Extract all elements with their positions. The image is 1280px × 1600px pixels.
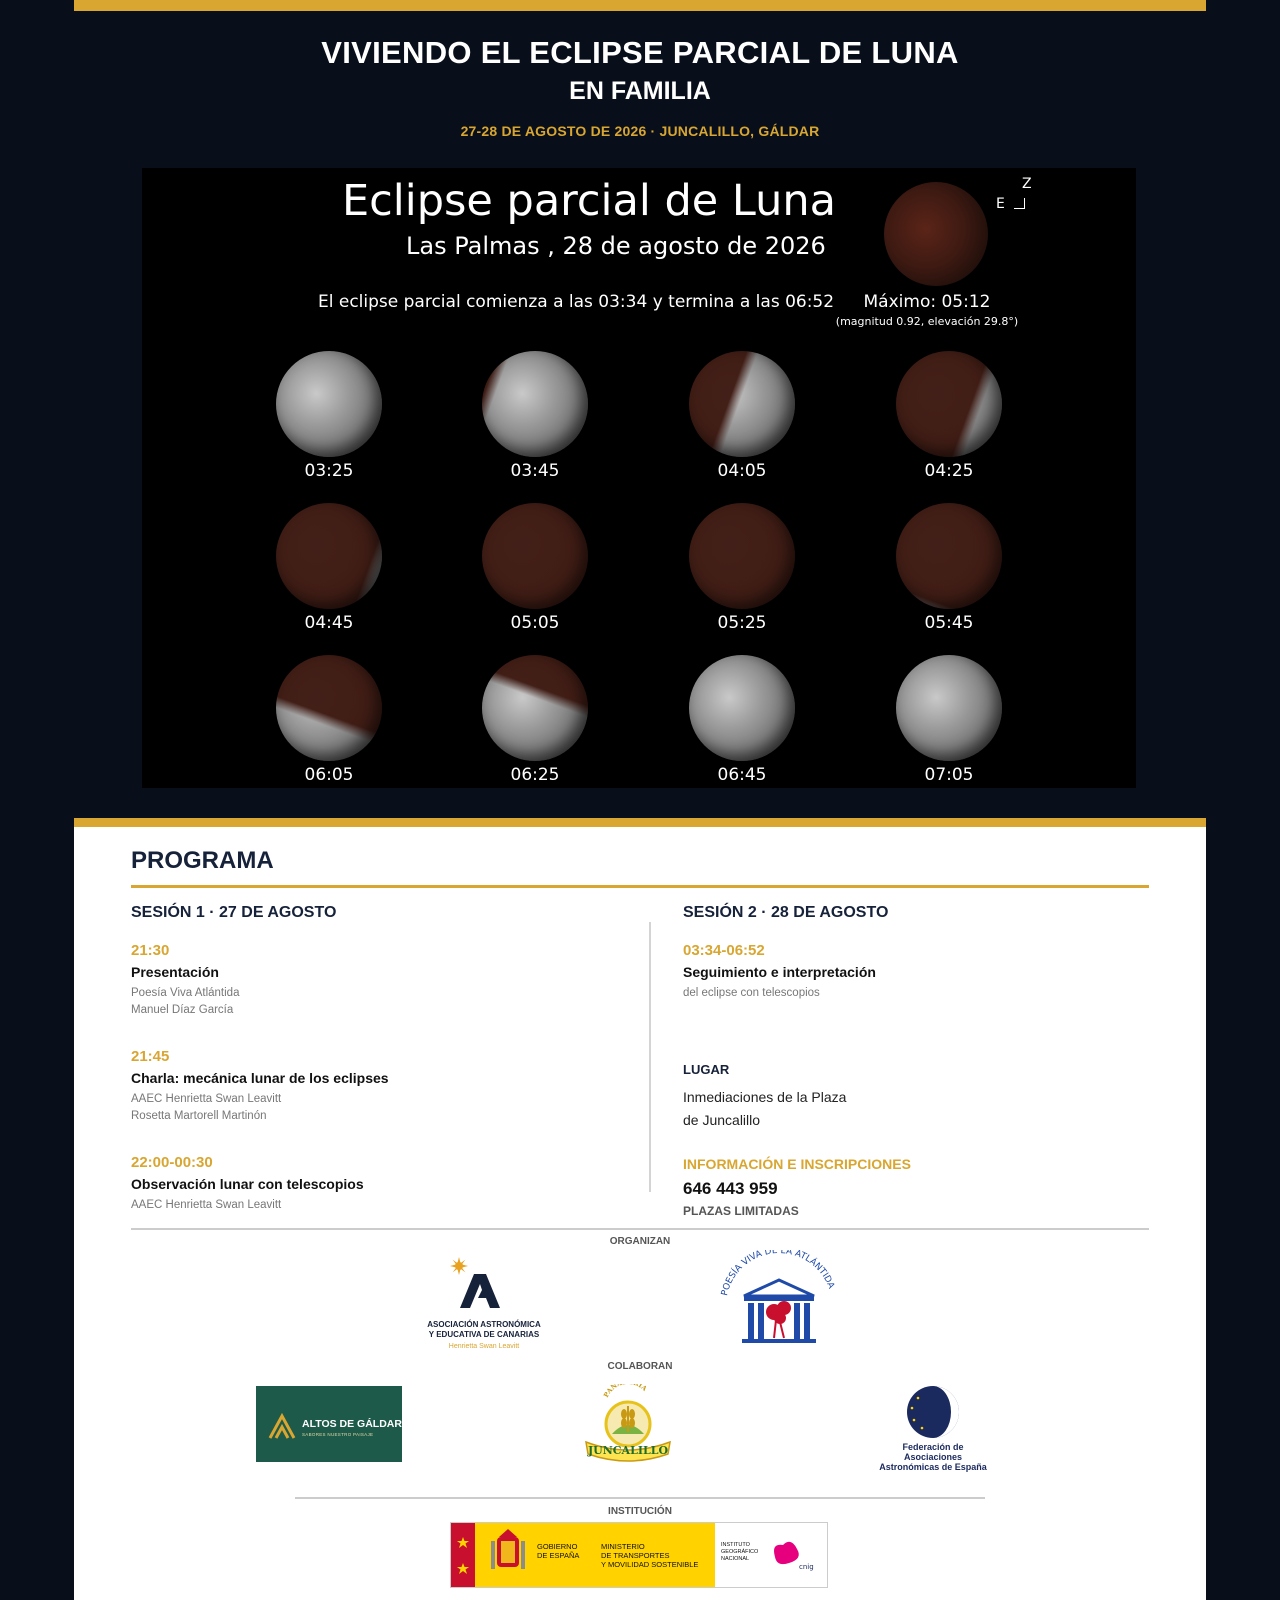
program-item [683,942,1123,1002]
fae-line: Astronómicas de España [879,1462,987,1472]
moon-phase-time: 06:05 [304,765,354,785]
compass-corner [1014,198,1025,209]
location-text [683,1086,846,1132]
section-accent-bar [74,818,1206,827]
institution-divider [295,1497,985,1499]
moon-phase [276,351,382,457]
maximum-moon [884,182,988,286]
poster [74,0,1206,1600]
phone-number[interactable]: 646 443 959 [683,1179,778,1198]
fae-name [878,1442,988,1472]
gobierno-line: DE ESPAÑA [537,1551,580,1560]
altos-de-galdar-logo [256,1386,402,1462]
page-subtitle: EN FAMILIA [569,77,711,105]
aaec-subname: Henrietta Swan Leavitt [448,1343,520,1350]
top-accent-bar [74,0,1206,11]
item-time: 21:30 [131,942,170,959]
gobierno-logo [450,1522,828,1588]
item-desc [131,985,571,1019]
moon-phase-time: 03:45 [510,461,560,481]
compass-z: Z [1022,176,1032,192]
event-date: 27-28 DE AGOSTO DE 2026 · JUNCALILLO, GÁLDAR [460,123,820,139]
aaec-star-a-icon [414,1254,554,1318]
moon-phase [276,503,382,609]
junca-top-text: PAN ÍA [602,1384,649,1399]
program-item [131,1154,571,1214]
fae-star-icon [878,1384,988,1440]
item-desc [131,1091,571,1125]
moon-phase-time: 03:25 [304,461,354,481]
juncalillo-logo [582,1384,674,1466]
moon-phase-time: 07:05 [924,765,974,785]
session-divider [649,922,651,1192]
item-title: Observación lunar con telescopios [131,1176,364,1192]
page-title: VIVIENDO EL ECLIPSE PARCIAL DE LUNA [321,35,959,70]
aaec-line: Y EDUCATIVA DE CANARIAS [428,1330,540,1339]
ign-line: GEOGRÁFICO [721,1549,759,1555]
item-time: 22:00-00:30 [131,1154,213,1171]
eclipse-maximum-details: (magnitud 0.92, elevación 29.8°) [835,315,1019,328]
junca-text: JUNCALILLO [587,1444,669,1457]
fae-logo [878,1384,988,1472]
item-time: 21:45 [131,1048,170,1065]
item-desc [683,985,1123,1002]
moon-phase [689,351,795,457]
item-time: 03:34-06:52 [683,942,765,959]
ministerio-line: DE TRANSPORTES [601,1551,670,1560]
program-title-underline [131,885,1149,888]
sponsors-divider [131,1228,1149,1230]
organizers-heading: ORGANIZAN [609,1236,671,1247]
gobierno-text [537,1542,579,1560]
item-title: Seguimiento e interpretación [683,964,876,980]
moon-phase [689,503,795,609]
moon-phase [482,351,588,457]
eclipse-title: Eclipse parcial de Luna [342,176,836,226]
location-heading: LUGAR [683,1062,730,1077]
item-desc-line: AAEC Henrietta Swan Leavitt [131,1199,282,1211]
eclipse-subtitle: Las Palmas , 28 de agosto de 2026 [406,232,826,260]
compass-icon [994,176,1034,216]
gobierno-line: GOBIERNO [537,1542,578,1551]
item-desc-line: Manuel Díaz García [131,1004,234,1016]
moon-phase-time: 05:45 [924,613,974,633]
moon-phase [896,503,1002,609]
cnig-text: cnig [799,1563,814,1571]
ign-line: NACIONAL [721,1556,750,1562]
svg-text:POESÍA VIVA DE LA ATLÁNTIDA [720,1250,836,1297]
moon-phase [482,503,588,609]
moon-phase-time: 04:45 [304,613,354,633]
moon-phase-time: 04:25 [924,461,974,481]
ign-text [721,1542,758,1563]
ministerio-line: MINISTERIO [601,1542,645,1551]
info-heading: INFORMACIÓN E INSCRIPCIONES [683,1156,911,1172]
svg-text:PANADERÍA [602,1384,649,1399]
program-title: PROGRAMA [131,847,274,874]
moon-phase [689,655,795,761]
item-desc [131,1197,571,1214]
session1-heading: SESIÓN 1 · 27 DE AGOSTO [131,904,337,921]
wheat-icon [582,1384,674,1466]
moon-phase-time: 04:05 [717,461,767,481]
program-item [131,942,571,1019]
item-desc-line: del eclipse con telescopios [683,987,820,999]
aaec-line: ASOCIACIÓN ASTRONÓMICA [427,1320,541,1329]
item-title: Charla: mecánica lunar de los eclipses [131,1070,389,1086]
aaec-name [414,1320,554,1340]
header [74,34,1206,139]
session2-heading: SESIÓN 2 · 28 DE AGOSTO [683,904,889,921]
fae-line: Federación de Asociaciones [902,1442,964,1462]
item-desc-line: Rosetta Martorell Martinón [131,1110,267,1122]
ign-line: INSTITUTO [721,1542,750,1548]
eclipse-panel [142,168,1136,788]
moon-phase [276,655,382,761]
item-title: Presentación [131,964,219,980]
compass-e: E [996,196,1005,212]
poesia-arc-text: POESÍA VIVA DE LA ATLÁNTIDA [720,1250,836,1297]
moon-phase [896,655,1002,761]
ministerio-text [601,1542,698,1569]
moon-phase [482,655,588,761]
eclipse-range: El eclipse parcial comienza a las 03:34 y termina a las 06:52 [318,292,835,312]
moon-phase [896,351,1002,457]
item-desc-line: AAEC Henrietta Swan Leavitt [131,1093,282,1105]
moon-phase-time: 05:05 [510,613,560,633]
eclipse-maximum: Máximo: 05:12 [863,292,991,312]
item-desc-line: Poesía Viva Atlántida [131,987,240,999]
ministerio-line: Y MOVILIDAD SOSTENIBLE [601,1560,699,1569]
altos-tagline: SABORES NUESTRO PAISAJE [302,1432,374,1437]
collaborators-heading: COLABORAN [607,1361,673,1372]
poesia-viva-logo [714,1250,844,1350]
limited-places-note: PLAZAS LIMITADAS [683,1204,799,1218]
temple-icon [714,1250,844,1350]
moon-phase-time: 06:45 [717,765,767,785]
altos-name: ALTOS DE GÁLDAR [302,1418,402,1430]
moon-phase-time: 06:25 [510,765,560,785]
institution-heading: INSTITUCIÓN [608,1506,672,1517]
location-line: Inmediaciones de la Plaza [683,1089,847,1105]
moon-phase-time: 05:25 [717,613,767,633]
program-section [74,818,1206,1600]
aaec-logo [414,1254,554,1354]
location-line: de Juncalillo [683,1112,761,1128]
program-item [131,1048,571,1125]
